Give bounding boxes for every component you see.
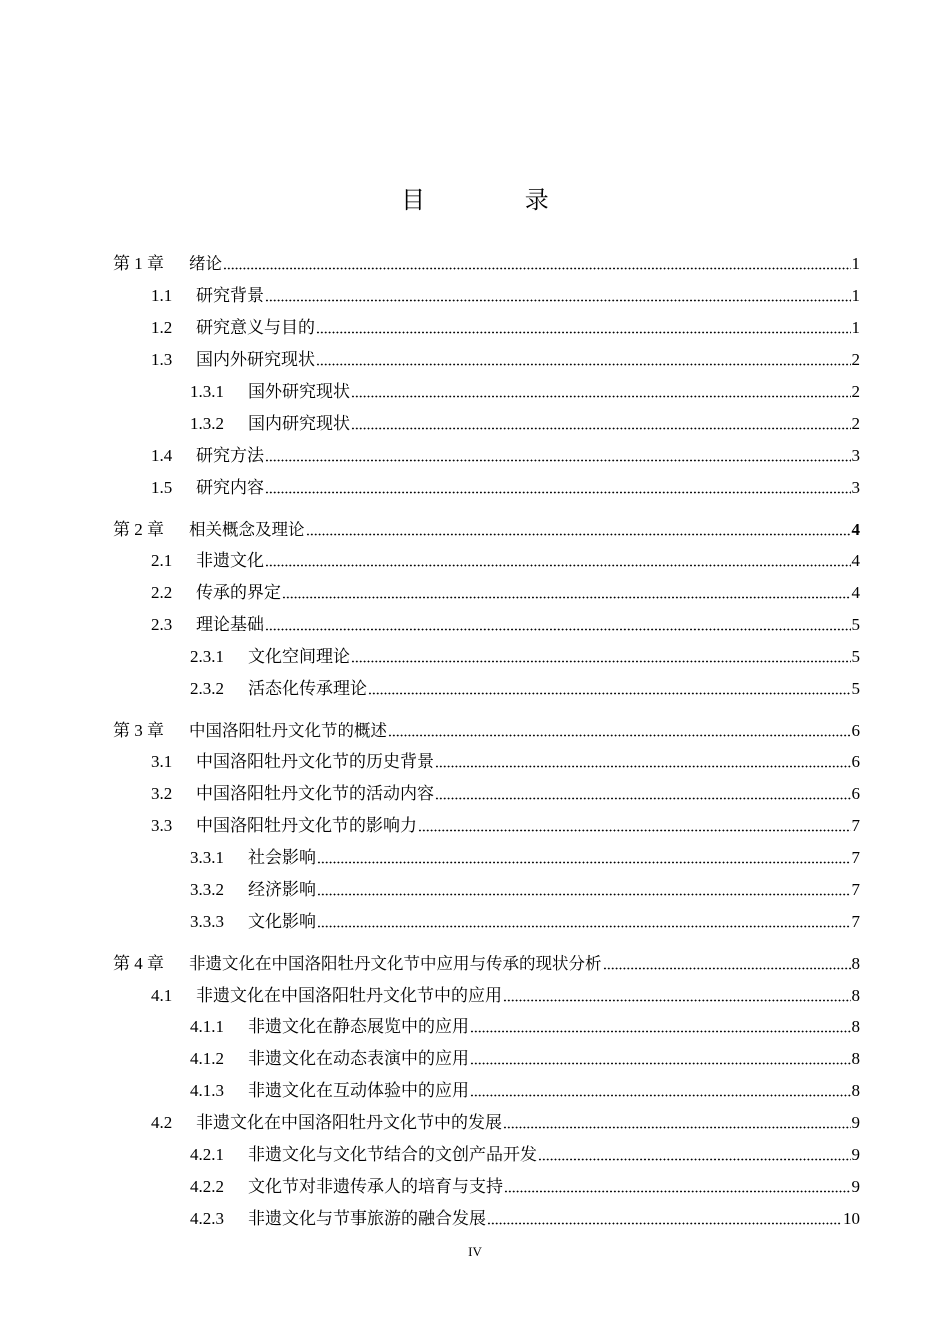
toc-entry-number: 第 2 章 [113,520,164,539]
dot-leader [503,999,851,1002]
toc-entry-number: 4.2 [151,1113,173,1132]
toc-entry[interactable] [190,842,860,868]
toc-entry-number: 3.3.1 [190,848,224,867]
toc-entry[interactable] [190,376,860,402]
toc-entry-title: 研究方法 [196,446,264,465]
toc-entry-title: 活态化传承理论 [248,679,367,698]
toc-entry-number: 4.2.3 [190,1209,224,1228]
toc-entry-page: 6 [851,721,860,740]
toc-entry-page: 7 [851,816,860,835]
toc-entry-title: 非遗文化 [196,551,264,570]
toc-entry-number: 4.2.2 [190,1177,224,1196]
dot-leader [504,1190,851,1193]
toc-entry[interactable] [190,1043,860,1069]
toc-entry-title: 研究背景 [196,286,264,305]
toc-entry[interactable] [190,1075,860,1101]
toc-entry[interactable] [190,408,860,434]
dot-leader [470,1030,851,1033]
toc-entry-number: 1.4 [151,446,173,465]
dot-leader [317,893,851,896]
toc-entry-title: 研究内容 [196,478,264,497]
toc-entry-title: 经济影响 [248,880,316,899]
toc-entry-title: 非遗文化在互动体验中的应用 [248,1081,469,1100]
toc-entry-page: 7 [851,848,860,867]
toc-entry-number: 1.2 [151,318,173,337]
dot-leader [317,861,851,864]
dot-leader [418,829,851,832]
toc-entry[interactable] [190,641,860,667]
toc-entry-title: 非遗文化在静态展览中的应用 [248,1017,469,1036]
toc-entry[interactable] [151,440,860,466]
toc-entry[interactable] [190,906,860,932]
toc-entry[interactable] [151,810,860,836]
toc-entry[interactable] [190,1011,860,1037]
toc-entry-number: 3.1 [151,752,173,771]
toc-entry[interactable] [190,1203,860,1229]
toc-entry-page: 10 [843,1209,860,1228]
toc-entry-title: 国内外研究现状 [196,350,315,369]
toc-entry-title: 社会影响 [248,848,316,867]
toc-entry[interactable] [113,948,860,974]
toc-entry-number: 3.2 [151,784,173,803]
dot-leader [503,1126,851,1129]
toc-entry-number: 3.3 [151,816,173,835]
toc-entry-page: 1 [851,286,860,305]
toc-entry-number: 2.2 [151,583,173,602]
toc-entry-number: 2.1 [151,551,173,570]
dot-leader [470,1062,851,1065]
toc-entry-page: 9 [851,1145,860,1164]
toc-entry[interactable] [151,746,860,772]
toc-entry-number: 4.1.2 [190,1049,224,1068]
toc-entry-page: 7 [851,880,860,899]
dot-leader [351,660,851,663]
toc-entry-page: 4 [851,583,860,602]
toc-entry[interactable] [113,248,860,274]
toc-entry-page: 4 [851,551,860,570]
toc-entry-title: 文化空间理论 [248,647,350,666]
toc-entry-title: 绪论 [189,254,222,273]
toc-entry-number: 1.5 [151,478,173,497]
dot-leader [470,1094,851,1097]
toc-entry-page: 6 [851,784,860,803]
toc-entry-page: 9 [851,1177,860,1196]
toc-entry-number: 4.2.1 [190,1145,224,1164]
toc-entry-title: 非遗文化在中国洛阳牡丹文化节中的发展 [196,1113,502,1132]
dot-leader [388,734,851,737]
toc-entry-title: 中国洛阳牡丹文化节的活动内容 [196,784,434,803]
dot-leader [265,564,851,567]
toc-entry-title: 非遗文化与文化节结合的文创产品开发 [248,1145,537,1164]
dot-leader [368,692,851,695]
toc-entry[interactable] [190,874,860,900]
toc-entry-page: 3 [851,478,860,497]
toc-entry[interactable] [151,280,860,306]
dot-leader [435,797,851,800]
toc-entry-page: 3 [851,446,860,465]
toc-entry[interactable] [151,472,860,498]
toc-entry[interactable] [190,1139,860,1165]
toc-entry-number: 第 4 章 [113,954,164,973]
dot-leader [306,533,851,536]
toc-entry-page: 6 [851,752,860,771]
toc-entry-number: 2.3.2 [190,679,224,698]
toc-entry-page: 9 [851,1113,860,1132]
toc-entry-number: 1.3.1 [190,382,224,401]
toc-entry-page: 4 [851,520,860,539]
toc-entry-title: 中国洛阳牡丹文化节的概述 [189,721,387,740]
toc-entry-title: 国外研究现状 [248,382,350,401]
toc-entry-title: 传承的界定 [196,583,281,602]
dot-leader [265,491,851,494]
toc-entry-page: 8 [851,986,860,1005]
dot-leader [282,596,851,599]
toc-entry-number: 4.1.1 [190,1017,224,1036]
toc-entry-page: 1 [851,318,860,337]
toc-entry-number: 3.3.2 [190,880,224,899]
toc-entry[interactable] [113,715,860,741]
toc-entry-title: 理论基础 [196,615,264,634]
toc-entry-title: 中国洛阳牡丹文化节的影响力 [196,816,417,835]
toc-entry-page: 2 [851,382,860,401]
toc-entry-title: 非遗文化在中国洛阳牡丹文化节中的应用 [196,986,502,1005]
dot-leader [351,395,851,398]
toc-entry[interactable] [151,1107,860,1133]
toc-entry[interactable] [151,609,860,635]
toc-entry-number: 第 1 章 [113,254,164,273]
toc-entry-title: 相关概念及理论 [189,520,305,539]
page-number: IV [468,1244,482,1259]
toc-entry-page: 5 [851,679,860,698]
toc-entry-page: 1 [851,254,860,273]
toc-entry-title: 文化影响 [248,912,316,931]
toc-entry[interactable] [151,778,860,804]
toc-entry-number: 3.3.3 [190,912,224,931]
toc-entry-number: 1.3 [151,350,173,369]
toc-entry[interactable] [151,545,860,571]
page-title: 目 录 [401,186,595,214]
toc-entry-page: 8 [851,1081,860,1100]
toc-entry[interactable] [151,312,860,338]
toc-entry[interactable] [113,514,860,540]
toc-entry[interactable] [151,577,860,603]
toc-entry[interactable] [190,1171,860,1197]
toc-entry-title: 国内研究现状 [248,414,350,433]
toc-entry-number: 1.1 [151,286,173,305]
toc-entry-page: 5 [851,647,860,666]
toc-entry-number: 4.1.3 [190,1081,224,1100]
toc-entry[interactable] [190,673,860,699]
toc-entry-number: 2.3 [151,615,173,634]
dot-leader [316,331,851,334]
dot-leader [538,1158,851,1161]
toc-entry[interactable] [151,344,860,370]
toc-entry-title: 文化节对非遗传承人的培育与支持 [248,1177,503,1196]
toc-entry-page: 2 [851,414,860,433]
toc-entry-page: 7 [851,912,860,931]
toc-entry-title: 中国洛阳牡丹文化节的历史背景 [196,752,434,771]
dot-leader [317,925,851,928]
toc-entry-title: 非遗文化与节事旅游的融合发展 [248,1209,486,1228]
dot-leader [265,628,851,631]
toc-entry-page: 8 [851,1049,860,1068]
toc-entry-number: 第 3 章 [113,721,164,740]
toc-entry-title: 非遗文化在动态表演中的应用 [248,1049,469,1068]
toc-entry[interactable] [151,980,860,1006]
dot-leader [435,765,851,768]
dot-leader [265,459,851,462]
dot-leader [316,363,851,366]
dot-leader [351,427,851,430]
toc-entry-page: 2 [851,350,860,369]
toc-entry-page: 5 [851,615,860,634]
toc-entry-number: 4.1 [151,986,173,1005]
dot-leader [223,267,851,270]
dot-leader [487,1222,842,1225]
toc-entry-title: 非遗文化在中国洛阳牡丹文化节中应用与传承的现状分析 [189,954,602,973]
toc-entry-number: 1.3.2 [190,414,224,433]
toc-entry-title: 研究意义与目的 [196,318,315,337]
toc-entry-page: 8 [851,954,860,973]
dot-leader [265,299,851,302]
toc-entry-page: 8 [851,1017,860,1036]
toc-entry-number: 2.3.1 [190,647,224,666]
dot-leader [603,967,851,970]
